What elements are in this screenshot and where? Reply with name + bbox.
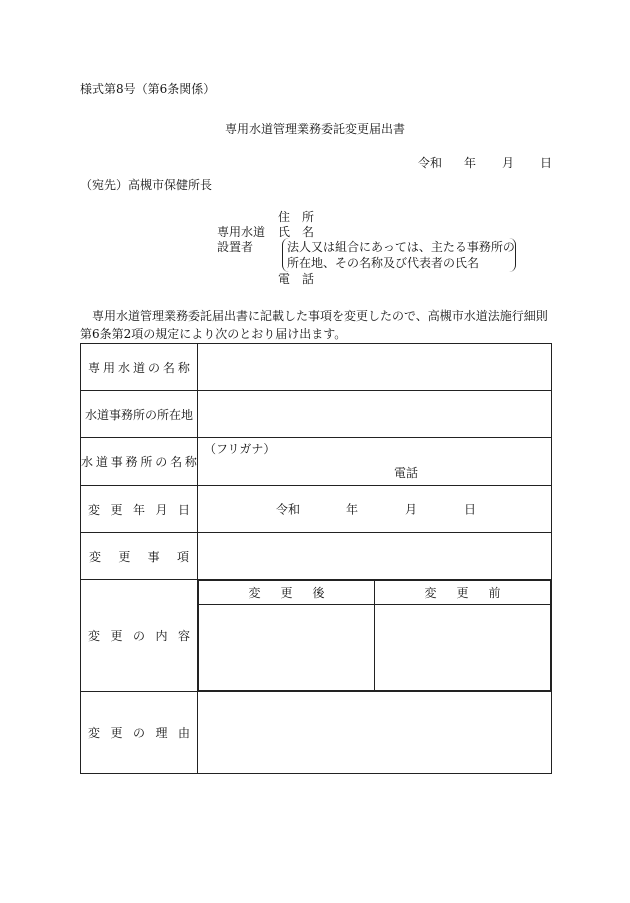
body-text: 専用水道管理業務委託届出書に記載した事項を変更したので、高槻市水道法施行細則第6条第2項の規定により次のとおり届け出ます。 [80,309,548,341]
label-char: 日 [177,502,190,517]
header-after [199,581,375,605]
label-char: 名 [170,455,183,469]
input-change-items[interactable] [198,533,552,580]
label-office-address [81,391,198,438]
label-char: 事 [147,549,160,564]
label-char: 前 [488,586,501,600]
label-waterworks-name [81,344,198,391]
label-change-reason [81,692,198,774]
input-change-date[interactable] [198,486,552,533]
row-change-items [81,533,552,580]
label-char: 水 [117,360,130,375]
label-char: 変 [424,586,437,600]
label-char: 変 [248,586,261,600]
change-content-inner [198,580,551,691]
label-char: 更 [456,586,469,600]
submission-date [418,156,552,170]
header-before [375,581,551,605]
label-char: 更 [110,629,123,643]
row-change-content [81,580,552,692]
label-char: 事 [110,455,123,469]
input-after[interactable] [199,605,375,691]
label-char: 所 [140,455,153,469]
label-char: 年 [132,502,145,517]
label-char: 後 [312,586,325,600]
label-office-address-text: 水道事務所の所在地 [84,407,193,422]
label-char: 務 [125,455,138,469]
label-char: の [155,455,168,469]
label-char: 変 [88,502,101,517]
change-date-month: 月 [405,502,418,517]
label-office-name [81,438,198,486]
date-month: 月 [502,156,515,170]
label-char: の [132,726,145,740]
input-office-name[interactable] [198,438,552,486]
label-char: 月 [155,502,168,517]
label-char: 道 [95,455,108,469]
label-char: 用 [102,360,115,375]
row-waterworks-name [81,344,552,391]
label-char: 変 [88,726,101,740]
label-char: 理 [155,726,168,740]
label-char: 由 [177,726,190,740]
row-office-name [81,438,552,486]
office-phone-label: 電話 [394,466,419,480]
label-char: 名 [162,360,175,375]
label-char: 容 [177,629,190,643]
input-change-reason[interactable] [198,692,552,774]
label-char: 称 [184,455,197,469]
label-char: 項 [176,549,189,564]
label-char: の [147,360,160,375]
row-change-reason [81,692,552,774]
label-char: 内 [155,629,168,643]
furigana-label: （フリガナ） [204,442,276,456]
change-date-era: 令和 [276,502,301,517]
label-char: 称 [177,360,190,375]
address-label: 住 所 [278,210,315,224]
change-date-day: 日 [464,502,477,517]
installer-label-1: 専用水道 [217,225,266,239]
note-line-1: 法人又は組合にあっては、主たる事務所の [287,240,515,254]
label-char: 道 [132,360,145,375]
row-change-date [81,486,552,533]
change-content-cell [198,580,552,692]
label-char: 更 [110,726,123,740]
label-char: 更 [110,502,123,517]
label-char: の [132,629,145,643]
date-day: 日 [540,156,553,170]
label-char: 更 [280,586,293,600]
change-date-year: 年 [346,502,359,517]
note-line-2: 所在地、その名称及び代表者の氏名 [287,256,480,270]
date-year: 年 [464,156,477,170]
label-char: 水 [81,455,94,469]
label-change-date [81,486,198,533]
addressee: （宛先）高槻市保健所長 [80,178,213,192]
form-number: 様式第8号（第6条関係） [80,82,216,96]
label-char: 変 [88,629,101,643]
document-title: 専用水道管理業務委託変更届出書 [224,122,405,136]
label-char: 専 [88,360,101,375]
input-waterworks-name[interactable] [198,344,552,391]
input-before[interactable] [375,605,551,691]
row-office-address [81,391,552,438]
change-form-table [80,343,552,774]
label-char: 更 [118,549,131,564]
phone-label: 電 話 [278,272,315,286]
date-era: 令和 [418,156,443,170]
label-change-content [81,580,198,692]
installer-label-2: 設置者 [217,240,254,254]
label-char: 変 [89,549,102,564]
name-label: 氏 名 [278,225,315,239]
label-change-items [81,533,198,580]
input-office-address[interactable] [198,391,552,438]
